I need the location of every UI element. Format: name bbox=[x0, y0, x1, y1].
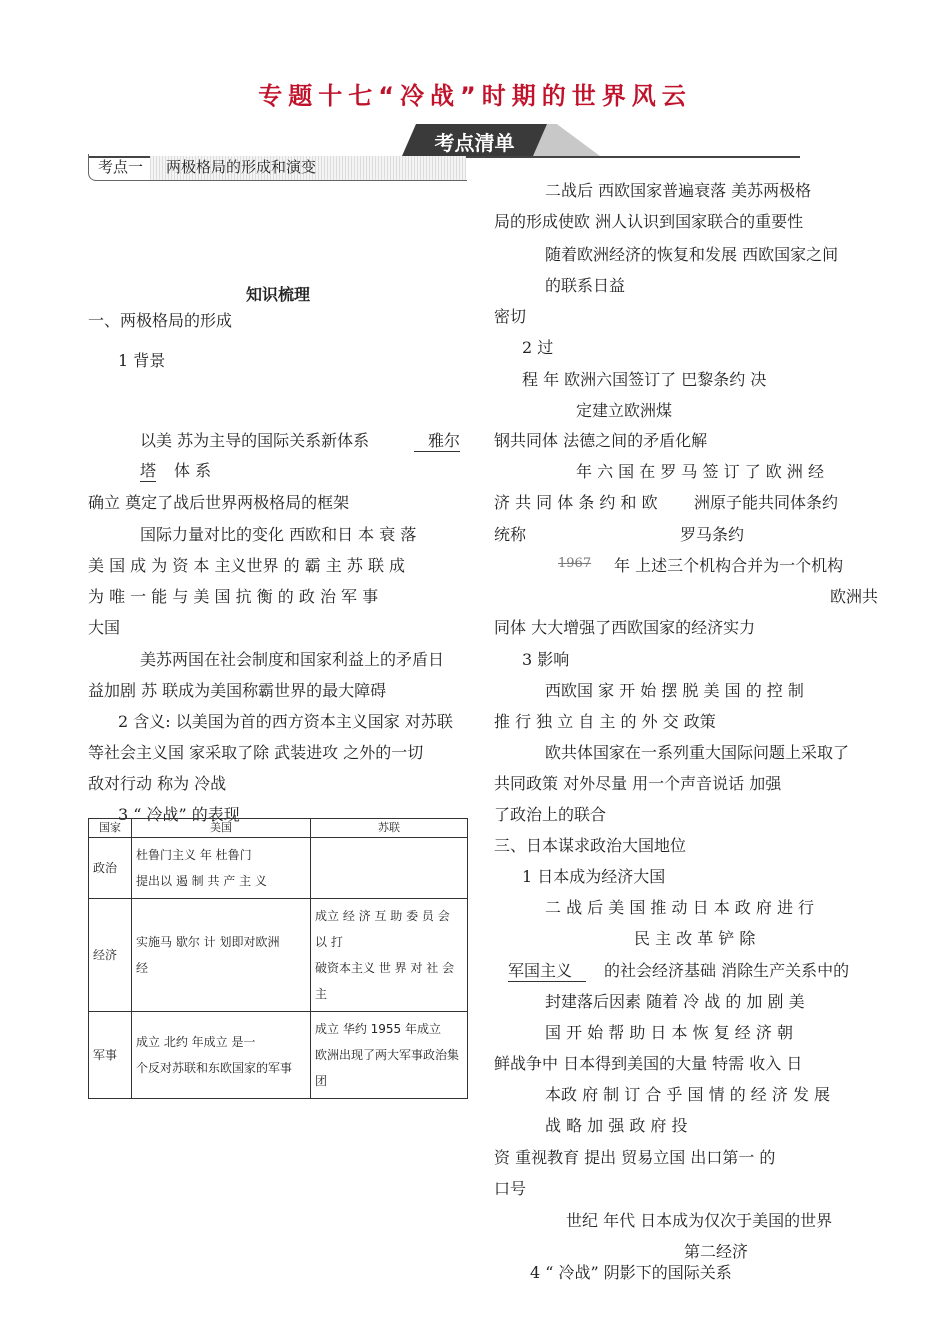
text-line: 3 影响 bbox=[522, 650, 570, 669]
knowledge-heading: 知识梳理 bbox=[246, 285, 311, 304]
underlined-answer: 塔 bbox=[140, 458, 156, 482]
text-line: 国际力量对比的变化 西欧和日 本 衰 落 bbox=[140, 525, 417, 544]
cell-line: 欧洲出现了两大军事政治集团 bbox=[315, 1048, 460, 1088]
table-cell bbox=[311, 899, 468, 1012]
text-line: 了政治上的联合 bbox=[494, 805, 607, 824]
text-line: 4 “ 冷战” 阴影下的国际关系 bbox=[530, 1263, 732, 1282]
text-line: 美苏两国在社会制度和国家利益上的矛盾日 bbox=[140, 650, 445, 669]
text-line: 同体 大大增强了西欧国家的经济实力 bbox=[494, 618, 756, 637]
section-banner: 考点清单 bbox=[434, 131, 515, 155]
text-line: 口号 bbox=[494, 1179, 527, 1198]
text-line: 大国 bbox=[88, 618, 121, 637]
table-cell bbox=[132, 1012, 311, 1099]
table-cell bbox=[311, 838, 468, 899]
cell-line: 成立 北约 年成立 是一 bbox=[136, 1035, 256, 1049]
text-line: 美 国 成 为 资 本 主义世界 的 霸 主 苏 联 成 bbox=[88, 556, 406, 575]
text-line: 洲原子能共同体条约 bbox=[694, 493, 839, 512]
text-line: 资 重视教育 提出 贸易立国 出口第一 的 bbox=[494, 1148, 776, 1167]
cold-war-table bbox=[88, 818, 468, 1099]
row-label: 政治 bbox=[89, 838, 132, 899]
row-label: 军事 bbox=[89, 1012, 132, 1099]
cell-line: 杜鲁门主义 年 杜鲁门 bbox=[136, 848, 252, 862]
text-line: 欧洲共 bbox=[830, 587, 879, 606]
cell-line: 成立 经 济 互 助 委 员 会 以 打 bbox=[315, 909, 450, 949]
background-heading: 1 背景 bbox=[118, 351, 166, 370]
text-line: 敌对行动 称为 冷战 bbox=[88, 774, 227, 793]
table-header-row bbox=[89, 819, 468, 838]
table-row bbox=[89, 838, 468, 899]
text-line: 第二经济 bbox=[684, 1242, 749, 1261]
table-row bbox=[89, 1012, 468, 1099]
page-title: 专题十七“冷战”时期的世界风云 bbox=[258, 82, 692, 110]
cell-line: 破资本主义 世 界 对 社 会 主 bbox=[315, 961, 455, 1001]
text-line: 本政 府 制 订 合 乎 国 情 的 经 济 发 展 bbox=[545, 1085, 831, 1104]
text-line: 体 系 bbox=[174, 461, 212, 480]
text-line: 罗马条约 bbox=[680, 525, 745, 544]
text-line: 密切 bbox=[494, 307, 527, 326]
text-line: 欧共体国家在一系列重大国际问题上采取了 bbox=[545, 743, 850, 762]
text-line: 封建落后因素 随着 冷 战 的 加 剧 美 bbox=[545, 992, 805, 1011]
table-header: 国家 bbox=[89, 819, 132, 838]
cell-line: 实施马 歇尔 计 划即对欧洲 bbox=[136, 935, 280, 949]
text-line: 二 战 后 美 国 推 动 日 本 政 府 进 行 bbox=[545, 898, 815, 917]
cell-line: 成立 华约 1955 年成立 bbox=[315, 1022, 441, 1036]
table-cell bbox=[311, 1012, 468, 1099]
struck-year: 1967 bbox=[558, 556, 592, 571]
text-line: 随着欧洲经济的恢复和发展 西欧国家之间 bbox=[545, 245, 839, 264]
text-line: 的社会经济基础 消除生产关系中的 bbox=[604, 961, 850, 980]
text-line: 等社会主义国 家采取了除 武装进攻 之外的一切 bbox=[88, 743, 424, 762]
text-line: 的联系日益 bbox=[545, 276, 626, 295]
underlined-answer: 雅尔 bbox=[414, 428, 460, 452]
section-3-heading: 三、日本谋求政治大国地位 bbox=[494, 836, 687, 855]
kaodian-title: 两极格局的形成和演变 bbox=[166, 158, 317, 176]
kaodian-label: 考点一 bbox=[98, 158, 144, 176]
table-row bbox=[89, 899, 468, 1012]
text-line: 3 “ 冷战” 的表现 bbox=[118, 805, 240, 824]
table-cell bbox=[132, 899, 311, 1012]
text-line: 战 略 加 强 政 府 投 bbox=[545, 1116, 688, 1135]
text-line: 西欧国 家 开 始 摆 脱 美 国 的 控 制 bbox=[545, 681, 804, 700]
text-line: 鲜战争中 日本得到美国的大量 特需 收入 日 bbox=[494, 1054, 803, 1073]
text-line: 民 主 改 革 铲 除 bbox=[634, 929, 756, 948]
cell-line: 提出以 遏 制 共 产 主 义 bbox=[136, 874, 267, 888]
text-line: 世纪 年代 日本成为仅次于美国的世界 bbox=[566, 1211, 833, 1230]
text-line: 统称 bbox=[494, 525, 527, 544]
text-line: 定建立欧洲煤 bbox=[576, 401, 673, 420]
table-cell bbox=[132, 838, 311, 899]
text-line: 为 唯 一 能 与 美 国 抗 衡 的 政 治 军 事 bbox=[88, 587, 379, 606]
underlined-answer: 军国主义 bbox=[508, 958, 586, 982]
text-line: 局的形成使欧 洲人认识到国家联合的重要性 bbox=[494, 212, 804, 231]
text-line: 确立 奠定了战后世界两极格局的框架 bbox=[88, 493, 350, 512]
cell-line: 经 bbox=[136, 961, 149, 975]
text-line: 二战后 西欧国家普遍衰落 美苏两极格 bbox=[545, 181, 812, 200]
text-line: 年 上述三个机构合并为一个机构 bbox=[614, 556, 844, 575]
text-line: 1 日本成为经济大国 bbox=[522, 867, 666, 886]
text-line: 以美 苏为主导的国际关系新体系 bbox=[140, 431, 370, 450]
cell-line: 个反对苏联和东欧国家的军事 bbox=[136, 1061, 293, 1075]
table-header: 美国 bbox=[132, 819, 311, 838]
text-line: 钢共同体 法德之间的矛盾化解 bbox=[494, 431, 708, 450]
text-line: 2 含义: 以美国为首的西方资本主义国家 对苏联 bbox=[118, 712, 453, 731]
text-line: 推 行 独 立 自 主 的 外 交 政策 bbox=[494, 712, 716, 731]
section-1-heading: 一、两极格局的形成 bbox=[88, 311, 233, 330]
text-line: 益加剧 苏 联成为美国称霸世界的最大障碍 bbox=[88, 681, 387, 700]
table-header: 苏联 bbox=[311, 819, 468, 838]
text-line: 共同政策 对外尽量 用一个声音说话 加强 bbox=[494, 774, 782, 793]
text-line: 济 共 同 体 条 约 和 欧 bbox=[494, 493, 658, 512]
text-line: 年 六 国 在 罗 马 签 订 了 欧 洲 经 bbox=[576, 462, 824, 481]
row-label: 经济 bbox=[89, 899, 132, 1012]
text-line: 程 年 欧洲六国签订了 巴黎条约 决 bbox=[522, 370, 767, 389]
text-line: 2 过 bbox=[522, 338, 554, 357]
text-line: 国 开 始 帮 助 日 本 恢 复 经 济 朝 bbox=[545, 1023, 793, 1042]
